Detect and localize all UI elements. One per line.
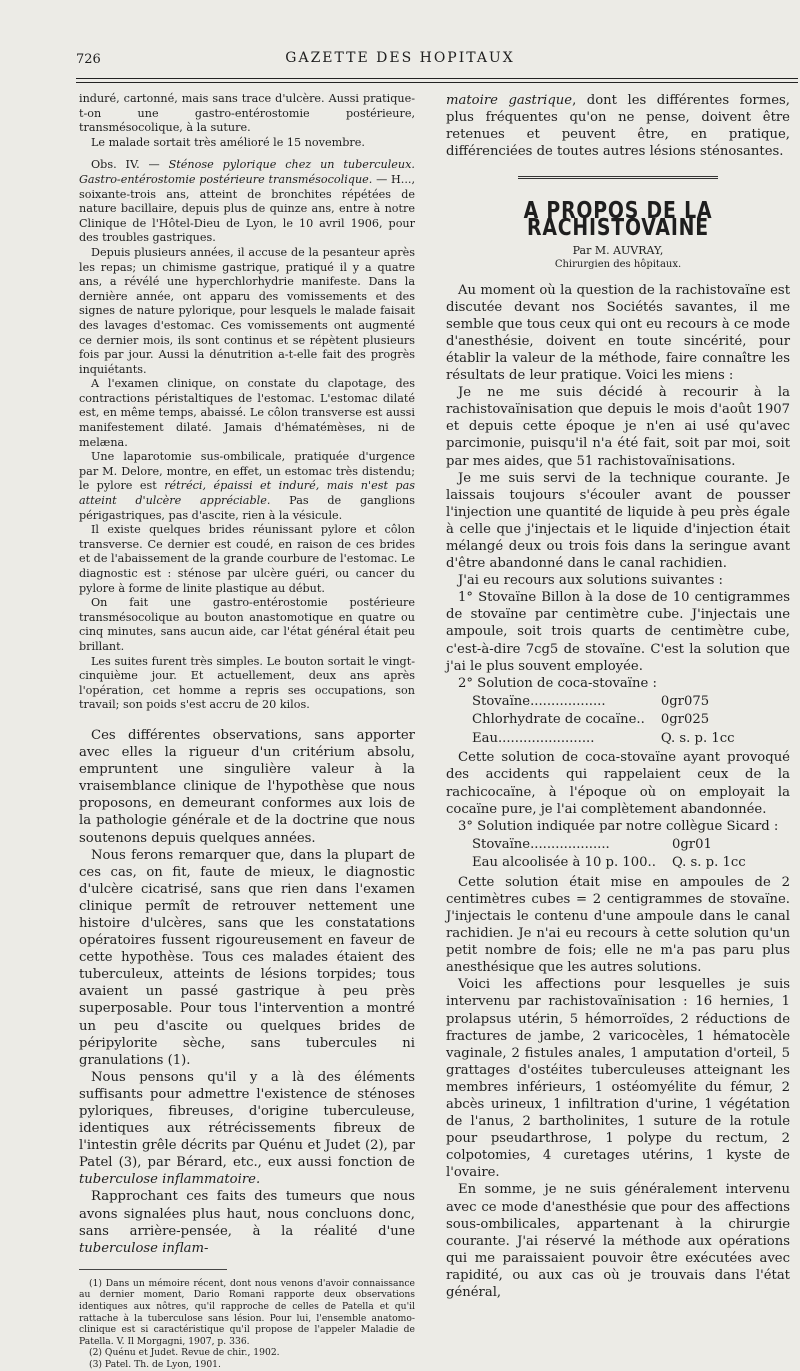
italic-run: matoire gastrique	[446, 93, 573, 108]
footnotes	[79, 1278, 415, 1371]
author: Par M. AUVRAY,	[572, 243, 664, 257]
paragraph: Il existe quelques brides réunissant pylore et côlon transverse. Ce dernier est coudé, en raison de ces brides et de l'abaissement de la grande courbure de l'estomac. Le diagnostic est : sténose par ulcère guéri, ou cancer du pylore à forme de linite plastique au début.	[79, 523, 415, 595]
formula-ingredient: Chlorhydrate de cocaïne..	[472, 712, 645, 728]
italic-run: tuberculose inflam-	[79, 1240, 209, 1256]
paragraph: 3° Solution indiquée par notre collègue Sicard :	[458, 818, 779, 834]
formula-row	[472, 855, 746, 872]
footnote: (3) Patel. Th. de Lyon, 1901.	[89, 1359, 221, 1370]
paragraph	[446, 92, 790, 160]
formula-ingredient: Eau alcoolisée à 10 p. 100..	[472, 855, 656, 871]
right-column	[446, 92, 790, 1301]
paragraph: Je me suis servi de la technique courante. Je laissais toujours s'écouler avant de pousser l'injection une quantité de liquide à peu près égale à celle que j'injectais et le liquide d'injection était mélangé deux ou trois fois dans la seringue avant d'être abandonné dans le canal rachidien.	[446, 470, 790, 572]
paragraph: J'ai eu recours aux solutions suivantes :	[458, 573, 723, 589]
paragraph: Je ne me suis décidé à recourir à la rachistovaïnisation que depuis le mois d'août 1907 et depuis cette époque je n'en ai usé qu'avec parcimonie, puisqu'il n'a été fait, soit par moi, soit par mes aides, que 51 rachistovaïnisations.	[446, 385, 790, 469]
header-rule-2	[76, 82, 798, 83]
page-number: 726	[76, 52, 101, 67]
paragraph: Cette solution de coca-stovaïne ayant provoqué des accidents qui rappelaient ceux de la rachicocaïne, à l'époque où on employait la cocaïne pure, je l'ai complètement abandonnée.	[446, 750, 790, 817]
footnote: (2) Quénu et Judet. Revue de chir., 1902.	[89, 1347, 280, 1359]
section-rule	[518, 176, 718, 179]
left-column	[79, 92, 415, 1371]
paragraph: induré, cartonné, mais sans trace d'ulcère. Aussi pratique-t-on une gastro-entérostomie postérieure, transmésocolique, à la suture.	[79, 92, 415, 135]
formula-dose: Q. s. p. 1cc	[660, 730, 735, 746]
paragraph	[79, 450, 415, 523]
paragraph: Depuis plusieurs années, il accuse de la pesanteur après les repas; un chimisme gastrique, pratiqué il y a quatre ans, a révélé une hyperchlorhydrie manifeste. Dans la dernière année, ont apparu des vomissements et des signes de nature pylorique, pour lesquels le malade faisait des lavages d'estomac. Ces vomissements ont augmenté ce dernier mois, ils sont continus et se répètent plusieurs fois par jour. Aussi la dénutrition a-t-elle fait des progrès inquiétants.	[79, 245, 415, 376]
formula-row	[472, 731, 735, 748]
formula-ingredient: Stovaïne..................	[472, 693, 606, 709]
paragraph	[79, 1188, 415, 1256]
formula-ingredient: Eau.......................	[472, 730, 595, 746]
formula-row	[472, 712, 735, 729]
text-run: Pas de ganglions périgastriques, pas d'ascite, rien à la vésicule.	[79, 494, 415, 522]
text-run: Une laparotomie sus-ombilicale, pratiquée d'urgence par M. Delore, montre, en effet, un estomac très distendu; le pylore est	[79, 450, 415, 493]
observation-label: Obs. IV. —	[91, 158, 169, 172]
italic-run: rétréci, épaissi et induré, mais n'est pas atteint d'ulcère appréciable.	[79, 479, 415, 508]
paragraph: En somme, je ne suis généralement intervenu avec ce mode d'anesthésie que pour des affections sous-ombilicales, appartenant à la chirurgie courante. J'ai réservé la méthode aux opérations qui me paraissaient pouvoir être exécutées avec rapidité, ou aux cas où je trouvais dans l'état général,	[446, 1182, 790, 1301]
text-run: , dont les différentes formes, plus fréquentes qu'on ne pense, doivent être retenues et peuvent être, en pratique, différenciées de toutes autres lésions sténosantes.	[446, 93, 791, 160]
observation-heading	[79, 158, 415, 246]
article-title: A PROPOS DE LA RACHISTOVAINE	[523, 198, 713, 242]
footnote: (1) Dans un mémoire récent, dont nous venons d'avoir connaissance au dernier moment, Dario Romani rapporte deux observations identiques aux nôtres, qu'il rapproche de celles de Patella et qu'il rattache à la tuberculose sans lésion. Pour lui, l'ensemble anatomo-clinique est si caractéristique qu'il propose de l'appeler Maladie de Patella. V. Il Morgagni, 1907, p. 336.	[79, 1277, 415, 1347]
formula-row	[472, 694, 735, 711]
formula-dose: Q. s. p. 1cc	[671, 855, 746, 871]
author-role: Chirurgien des hôpitaux.	[554, 258, 682, 270]
paragraph: On fait une gastro-entérostomie postérieure transmésocolique au bouton anastomotique en quatre ou cinq minutes, sans aucun aide, car l'état général était peu brillant.	[79, 596, 415, 653]
paragraph: A l'examen clinique, on constate du clapotage, des contractions péristaltiques de l'estomac. L'estomac dilaté est, en même temps, abaissé. Le côlon transverse est aussi manifestement dilaté. Jamais d'hématémèses, ni de melæna.	[79, 377, 415, 449]
observation-text: — H..., soixante-trois ans, atteint de bronchites répétées de nature bacillaire, depuis plus de quinze ans, entre à notre Clinique de l'Hôtel-Dieu de Lyon, le 10 avril 1906, pour des troubles gastriques.	[79, 172, 415, 245]
formula-table-2	[446, 835, 748, 874]
paragraph	[79, 1069, 415, 1189]
footnote-rule	[79, 1269, 227, 1270]
formula-dose: 0gr025	[660, 712, 710, 728]
journal-title: GAZETTE DES HOPITAUX	[285, 50, 515, 66]
discussion	[79, 727, 415, 1257]
formula-row	[472, 837, 746, 854]
formula-table-1	[446, 692, 737, 750]
text-run: Nous pensons qu'il y a là des éléments suffisants pour admettre l'existence de sténoses pyloriques, fibreuses, d'origine tuberculeuse, identiques aux rétrécissements fibreux de l'intestin grêle décrits par Quénu et Judet (2), par Patel (3), par Bérard, etc., eux aussi fonction de	[79, 1069, 415, 1171]
paragraph: Voici les affections pour lesquelles je suis intervenu par rachistovaïnisation : 16 hernies, 1 prolapsus utérin, 5 hémorroïdes, 2 réductions de fractures de jambe, 2 varicocèles, 1 hématocèle vaginale, 2 fistules anales, 1 amputation d'orteil, 5 grattages d'ostéites tuberculeuses atteignant les membres inférieurs, 1 ostéomyélite du fémur, 2 abcès urineux, 1 infiltration d'urine, 1 végétation de l'anus, 2 bartholinites, 1 suture de la rotule pour pseudarthrose, 1 polype du rectum, 2 colpotomies, 4 curetages utérins, 1 kyste de l'ovaire.	[446, 977, 790, 1181]
italic-run: tuberculose inflammatoire.	[79, 1172, 261, 1188]
text-run: Rapprochant ces faits des tumeurs que nous avons signalées plus haut, nous concluons donc, sans arrière-pensée, à la réalité d'une	[79, 1189, 415, 1239]
paragraph: Cette solution était mise en ampoules de 2 centimètres cubes = 2 centigrammes de stovaïne. J'injectais le contenu d'une ampoule dans le canal rachidien. Je n'ai eu recours à cette solution qu'un petit nombre de fois; elle ne m'a pas paru plus anesthésique que les autres solutions.	[446, 874, 790, 976]
paragraph: 1° Stovaïne Billon à la dose de 10 centigrammes de stovaïne par centimètre cube. J'injectais une ampoule, soit trois quarts de centimètre cube, c'est-à-dire 7cg5 de stovaïne. C'est la solution que j'ai le plus souvent employée.	[446, 590, 790, 674]
paragraph: Les suites furent très simples. Le bouton sortait le vingt-cinquième jour. Et actuellement, deux ans après l'opération, cet homme a repris ses occupations, son travail; son poids s'est accru de 20 kilos.	[79, 654, 415, 712]
paragraph: 2° Solution de coca-stovaïne :	[458, 675, 657, 691]
paragraph: Le malade sortait très amélioré le 15 novembre.	[91, 135, 365, 149]
paragraph: Au moment où la question de la rachistovaïne est discutée devant nos Sociétés savantes, il me semble que tous ceux qui ont eu recours à ce mode d'anesthésie, doivent en toute sincérité, pour établir la valeur de la méthode, faire connaître les résultats de leur pratique. Voici les miens :	[446, 282, 790, 384]
observation-title: Sténose pylorique chez un tuberculeux. Gastro-entérostomie postérieure transmésocolique.	[79, 158, 415, 186]
formula-ingredient: Stovaïne...................	[472, 836, 610, 852]
paragraph: Ces différentes observations, sans apporter avec elles la rigueur d'un critérium absolu, empruntent une singulière valeur à la vraisemblance clinique de l'hypothèse que nous proposons, en demeurant conformes aux lois de la pathologie générale et de la doctrine que nous soutenons depuis quelques années.	[79, 727, 415, 846]
formula-dose: 0gr01	[671, 836, 712, 852]
paragraph: Nous ferons remarquer que, dans la plupart de ces cas, on fit, faute de mieux, le diagnostic d'ulcère cicatrisé, sans que rien dans l'examen clinique permît de retrouver nettement une histoire d'ulcères, sans que les constatations opératoires fussent rigoureusement en faveur de cette hypothèse. Tous ces malades étaient des tuberculeux, atteints de lésions torpides; tous avaient un passé gastrique à peu près superposable. Pour tous l'intervention a montré un peu d'ascite ou quelques brides de péripylorite sèche, sans tubercules ni granulations (1).	[79, 847, 415, 1068]
header-rule	[76, 78, 798, 79]
formula-dose: 0gr075	[660, 693, 710, 709]
